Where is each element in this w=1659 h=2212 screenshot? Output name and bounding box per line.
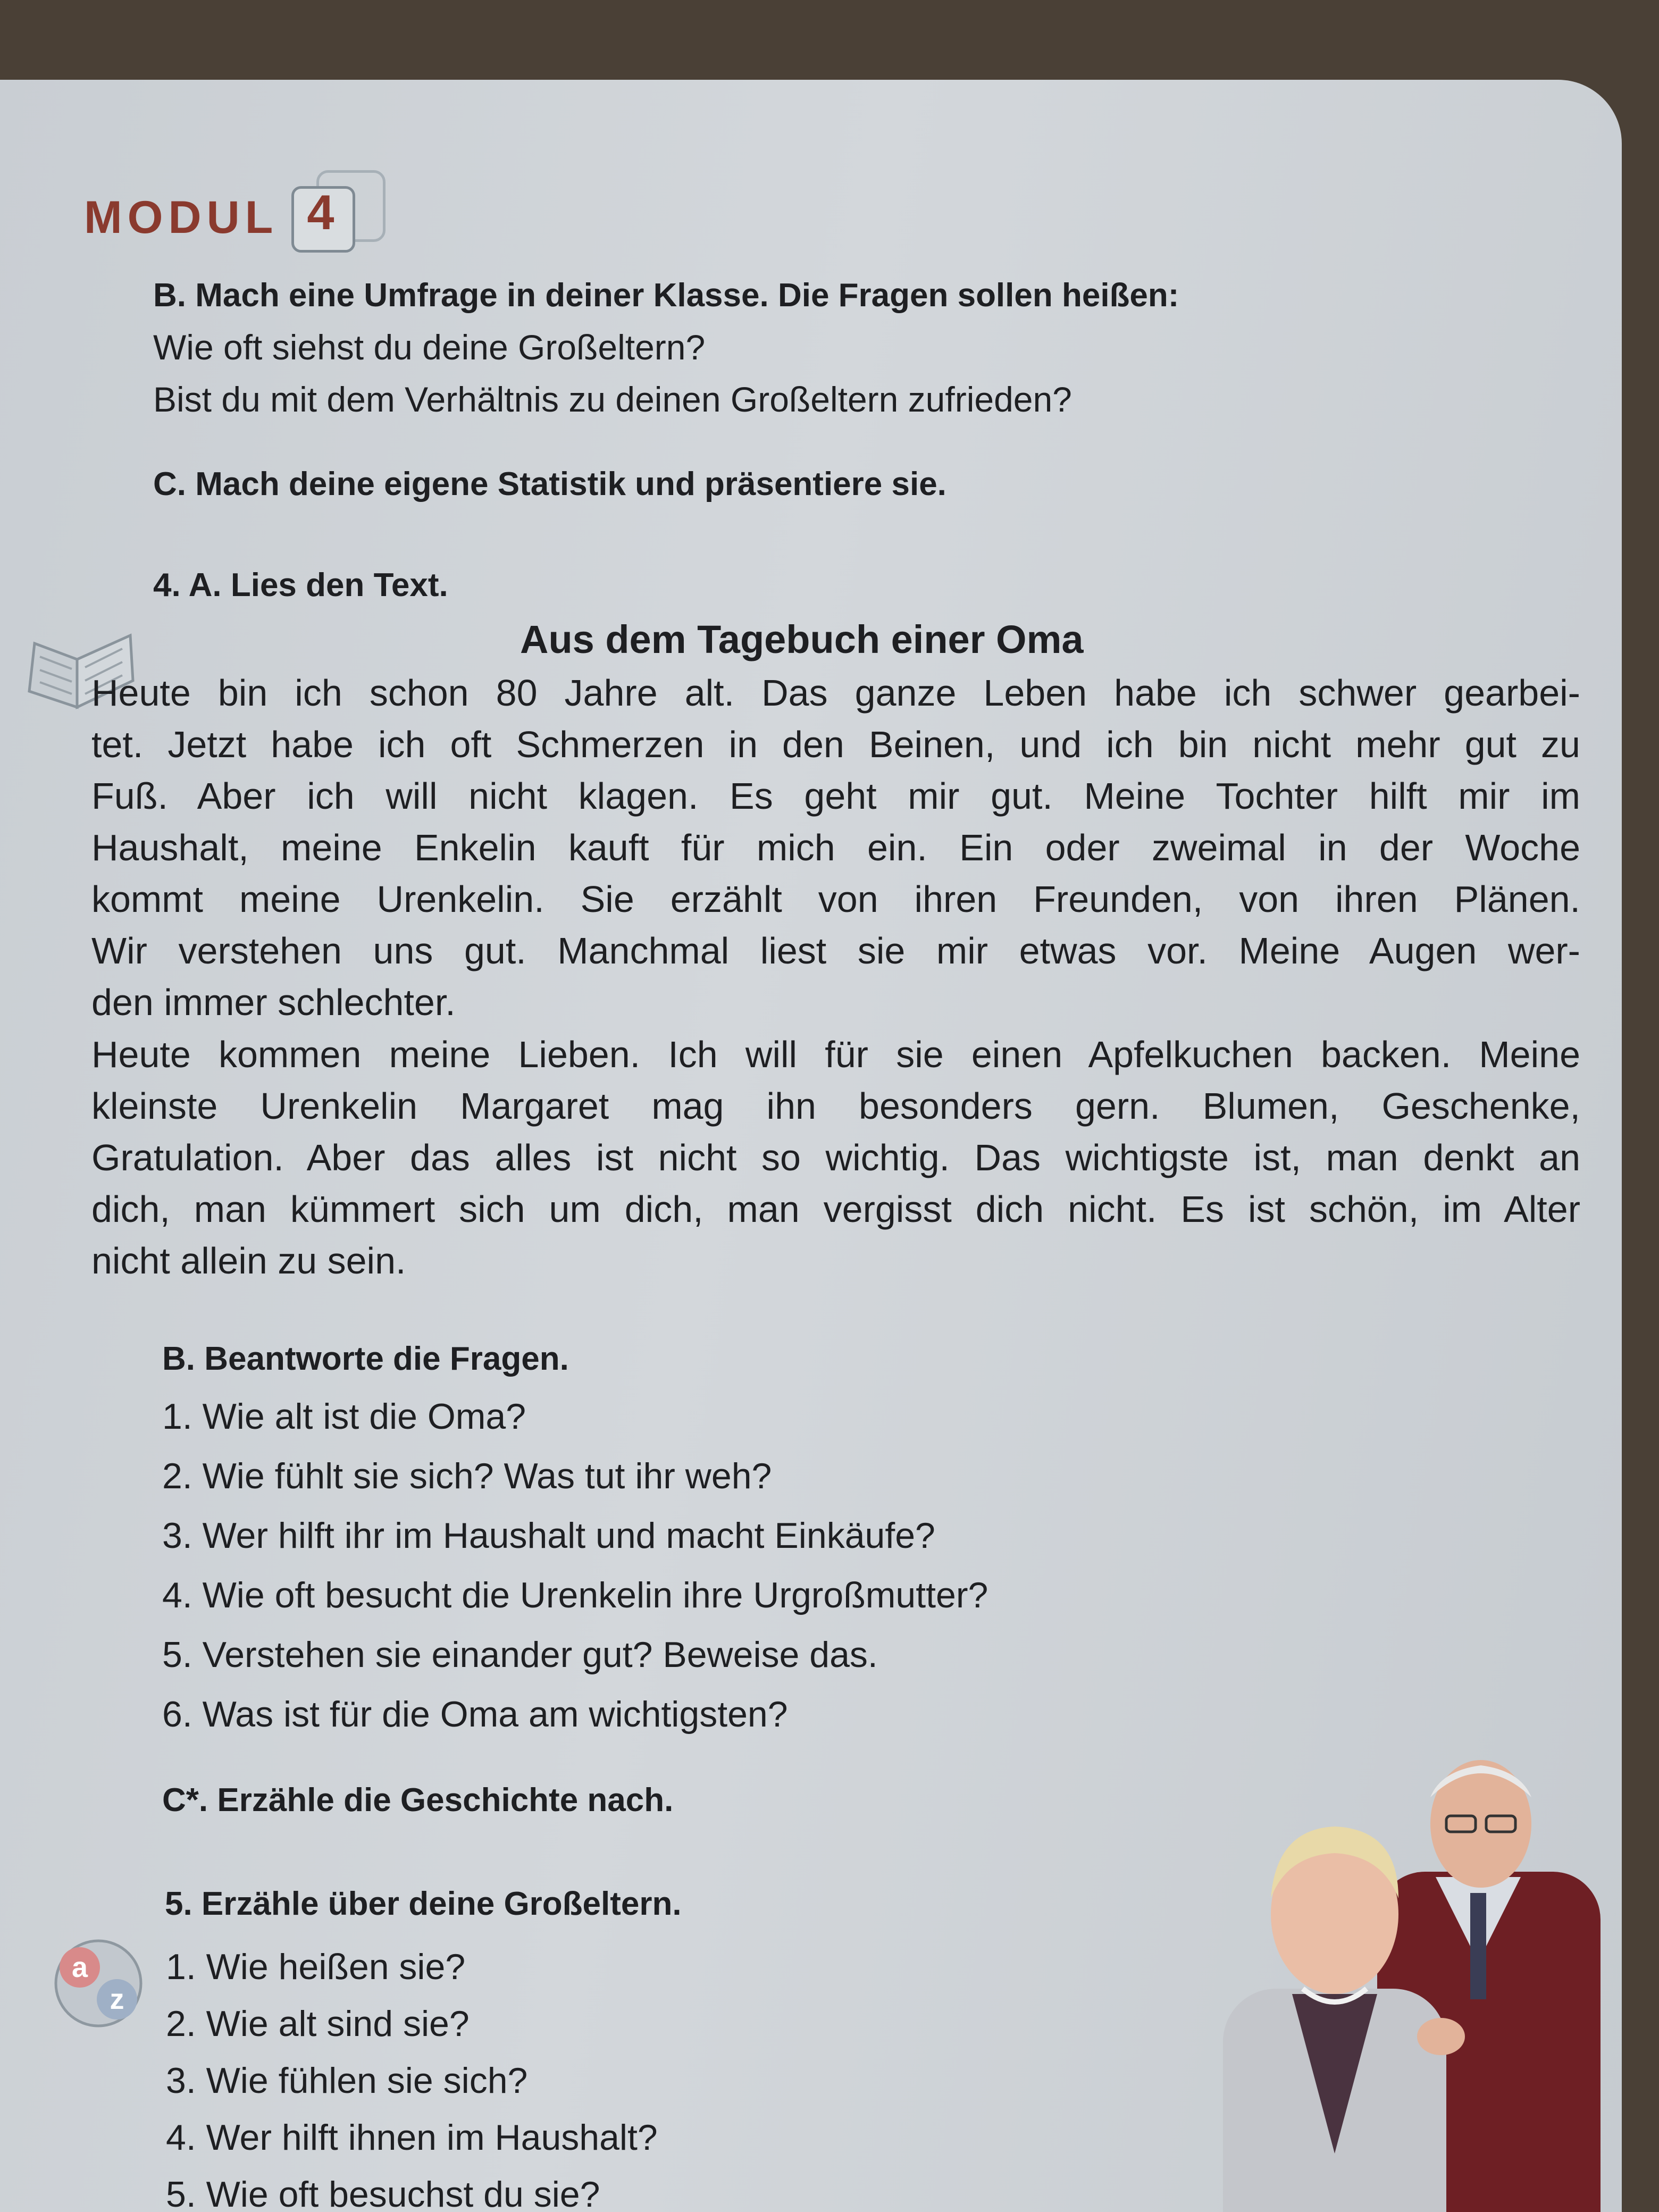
task5-question: 2. Wie alt sind sie? xyxy=(166,2004,470,2044)
diary-paragraph-1 xyxy=(91,667,1580,1028)
task5-question: 3. Wie fühlen sie sich? xyxy=(166,2060,528,2101)
icon-letter-a: a xyxy=(71,1951,88,1983)
task3-b-question-2: Bist du mit dem Verhältnis zu deinen Großeltern zufrieden? xyxy=(153,380,1072,419)
text-line: kleinste Urenkelin Margaret mag ihn besonders gern. Blumen, Geschenke, xyxy=(91,1085,1580,1127)
task3-b-question-1: Wie oft siehst du deine Großeltern? xyxy=(153,328,706,367)
modul-number: 4 xyxy=(307,186,334,240)
task4-b-heading: B. Beantworte die Fragen. xyxy=(162,1340,569,1377)
text-line: den immer schlechter. xyxy=(91,982,456,1023)
task4-a-heading: 4. A. Lies den Text. xyxy=(153,567,448,604)
task5-question: 4. Wer hilft ihnen im Haushalt? xyxy=(166,2117,658,2158)
task4-question: 3. Wer hilft ihr im Haushalt und macht Einkäufe? xyxy=(162,1515,935,1556)
text-line: Wir verstehen uns gut. Manchmal liest sie mir etwas vor. Meine Augen wer- xyxy=(91,930,1580,971)
text-line: Heute kommen meine Lieben. Ich will für sie einen Apfelkuchen backen. Meine xyxy=(91,1034,1580,1075)
text-line: tet. Jetzt habe ich oft Schmerzen in den Beinen, und ich bin nicht mehr gut zu xyxy=(91,724,1580,765)
task4-question: 1. Wie alt ist die Oma? xyxy=(162,1396,526,1437)
textbook-page xyxy=(0,80,1622,2212)
task4-c-heading: C*. Erzähle die Geschichte nach. xyxy=(162,1782,674,1819)
grandparents-photo xyxy=(1202,1739,1606,2212)
task5-heading: 5. Erzähle über deine Großeltern. xyxy=(165,1886,682,1922)
task3-c-heading: C. Mach deine eigene Statistik und präsentiere sie. xyxy=(153,466,946,502)
text-line: Fuß. Aber ich will nicht klagen. Es geht mir gut. Meine Tochter hilft mir im xyxy=(91,775,1580,817)
text-line: kommt meine Urenkelin. Sie erzählt von ihren Freunden, von ihren Plänen. xyxy=(91,878,1580,920)
task5-question: 5. Wie oft besuchst du sie? xyxy=(166,2174,600,2212)
task3-b-heading: B. Mach eine Umfrage in deiner Klasse. Die Fragen sollen heißen: xyxy=(153,277,1179,314)
diary-paragraph-2 xyxy=(91,1029,1580,1287)
text-line: dich, man kümmert sich um dich, man vergisst dich nicht. Es ist schön, im Alter xyxy=(91,1188,1580,1230)
task4-question: 5. Verstehen sie einander gut? Beweise das. xyxy=(162,1635,878,1675)
a-z-speaking-icon xyxy=(51,1936,146,2031)
icon-letter-z: z xyxy=(110,1983,124,2015)
task4-question: 4. Wie oft besucht die Urenkelin ihre Urgroßmutter? xyxy=(162,1575,988,1615)
task4-question: 6. Was ist für die Oma am wichtigsten? xyxy=(162,1694,788,1735)
text-line: Heute bin ich schon 80 Jahre alt. Das ganze Leben habe ich schwer gearbei- xyxy=(91,672,1580,714)
text-line: Haushalt, meine Enkelin kauft für mich ein. Ein oder zweimal in der Woche xyxy=(91,827,1580,868)
text-title: Aus dem Tagebuch einer Oma xyxy=(520,617,1084,661)
modul-label: MODUL xyxy=(84,192,279,243)
task4-question: 2. Wie fühlt sie sich? Was tut ihr weh? xyxy=(162,1456,772,1496)
task5-question: 1. Wie heißen sie? xyxy=(166,1947,466,1987)
text-line: Gratulation. Aber das alles ist nicht so wichtig. Das wichtigste ist, man denkt an xyxy=(91,1137,1580,1178)
text-line: nicht allein zu sein. xyxy=(91,1240,406,1281)
